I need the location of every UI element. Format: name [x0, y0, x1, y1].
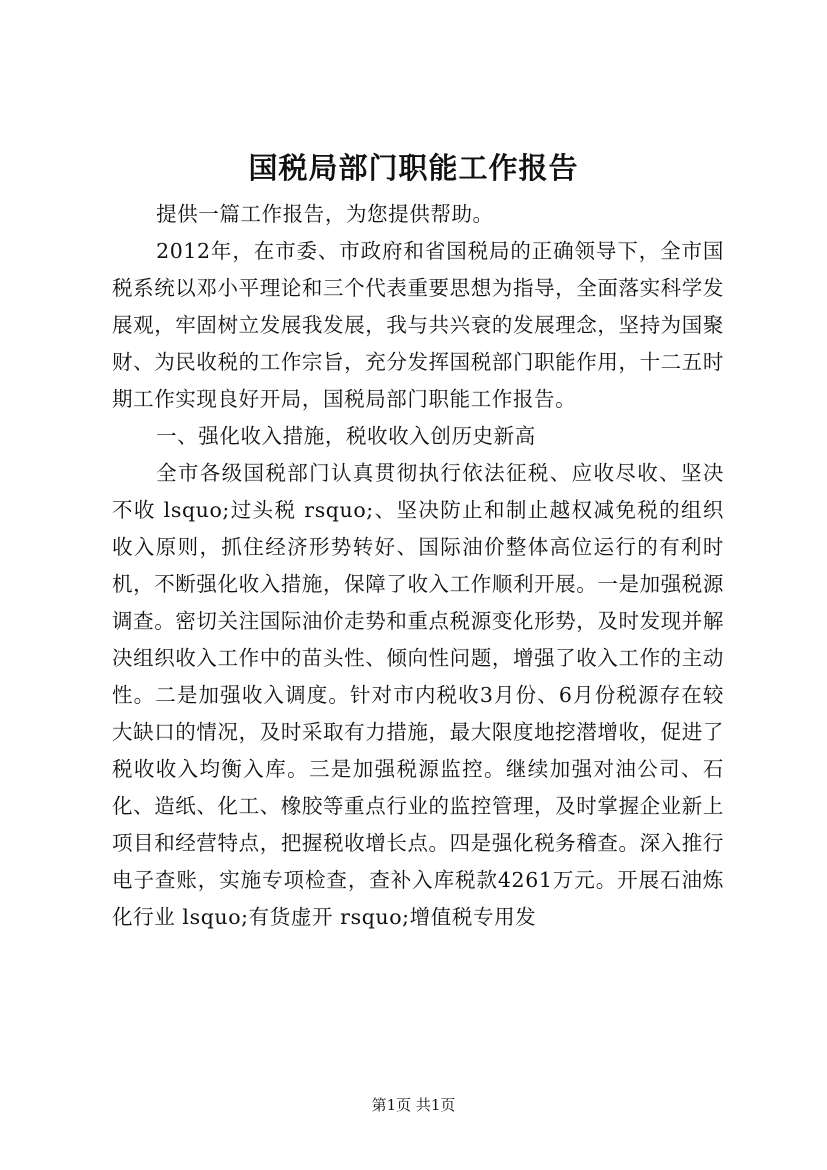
document-body [112, 196, 724, 936]
document-title: 国税局部门职能工作报告 [248, 151, 579, 185]
intro-paragraph: 提供一篇工作报告，为您提供帮助。 [156, 202, 494, 226]
section-paragraph: 全市各级国税部门认真贯彻执行依法征税、应收尽收、坚决不收 lsquo;过头税 rsquo;、坚决防止和制止越权减免税的组织收入原则，抓住经济形势转好、国际油价整体高位运行的有利时机，不断强化收入措施，保障了收入工作顺利开展。一是加强税源调查。密切关注国际油价走势和重点税源变化形势，及时发现并解决组织收入工作中的苗头性、倾向性问题，增强了收入工作的主动性。二是加强收入调度。针对市内税收3月份、6月份税源存在较大缺口的情况，及时采取有力措施，最大限度地挖潜增收，促进了税收收入均衡入库。三是加强税源监控。继续加强对油公司、石化、造纸、化工、橡胶等重点行业的监控管理，及时掌握企业新上项目和经营特点，把握税收增长点。四是强化税务稽查。深入推行电子查账，实施专项检查，查补入库税款4261万元。开展石油炼化行业 lsquo;有货虚开 rsquo;增值税专用发 [112, 461, 724, 929]
overview-paragraph: 2012年，在市委、市政府和省国税局的正确领导下，全市国税系统以邓小平理论和三个代表重要思想为指导，全面落实科学发展观，牢固树立发展我发展，我与共兴衰的发展理念，坚持为国聚财、为民收税的工作宗旨，充分发挥国税部门职能作用，十二五时期工作实现良好开局，国税局部门职能工作报告。 [112, 239, 724, 411]
page-footer: 第1页 共1页 [371, 1096, 456, 1114]
section-heading: 一、强化收入措施，税收收入创历史新高 [156, 424, 536, 448]
